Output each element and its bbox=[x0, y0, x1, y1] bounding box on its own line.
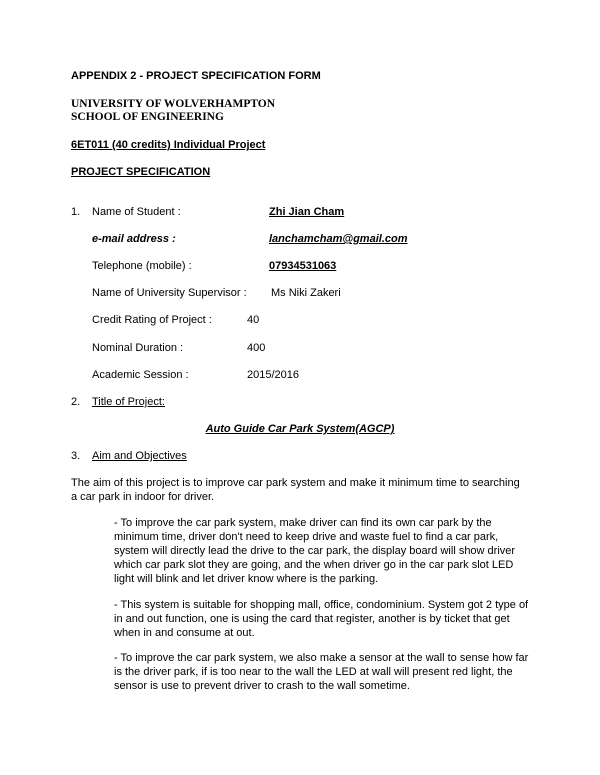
objective-2: - This system is suitable for shopping mall, office, condominium. System got 2 type of in and out function, one is using the card that register, another is by ticket that get when in and consume at out. bbox=[114, 599, 529, 639]
module-title: 6ET011 (40 credits) Individual Project bbox=[71, 139, 266, 151]
academic-session-value: 2015/2016 bbox=[247, 369, 299, 381]
aim-intro: The aim of this project is to improve car park system and make it minimum time to searching a car park in indoor for driver. bbox=[71, 477, 520, 503]
objective-1: - To improve the car park system, make driver can find its own car park by the minimum time, driver don't need to keep drive and waste fuel to find a car park, system will directly lead the drive to the car park, the display board will show driver which car park slot they are going, and the when driver go in the car park slot LED light will blink and let driver know where is the parking. bbox=[114, 517, 516, 585]
email-label: e-mail address : bbox=[92, 233, 176, 245]
nominal-duration-label: Nominal Duration : bbox=[92, 342, 184, 354]
school-name: SCHOOL OF ENGINEERING bbox=[71, 111, 224, 123]
item1-number: 1. bbox=[71, 206, 81, 218]
academic-session-label: Academic Session : bbox=[92, 369, 189, 381]
appendix-title: APPENDIX 2 - PROJECT SPECIFICATION FORM bbox=[71, 70, 321, 82]
credit-rating-label: Credit Rating of Project : bbox=[92, 314, 212, 326]
section-title: PROJECT SPECIFICATION bbox=[71, 166, 211, 178]
supervisor-label: Name of University Supervisor : bbox=[92, 287, 247, 299]
university-name: UNIVERSITY OF WOLVERHAMPTON bbox=[71, 98, 276, 110]
item2-number: 2. bbox=[71, 396, 81, 408]
student-name-label: Name of Student : bbox=[92, 206, 181, 218]
project-title-label: Title of Project: bbox=[92, 396, 165, 408]
aims-label: Aim and Objectives bbox=[92, 450, 187, 462]
student-name-value: Zhi Jian Cham bbox=[269, 206, 345, 218]
project-title: Auto Guide Car Park System(AGCP) bbox=[205, 423, 395, 435]
email-value: lanchamcham@gmail.com bbox=[269, 233, 408, 245]
telephone-value: 07934531063 bbox=[269, 260, 337, 272]
supervisor-value: Ms Niki Zakeri bbox=[271, 287, 341, 299]
nominal-duration-value: 400 bbox=[247, 342, 266, 354]
credit-rating-value: 40 bbox=[247, 314, 260, 326]
objective-3: - To improve the car park system, we also make a sensor at the wall to sense how far is the driver park, if is too near to the wall the LED at wall will present red light, the sensor is use to prevent driver to crash to the wall sometime. bbox=[114, 652, 529, 692]
telephone-label: Telephone (mobile) : bbox=[92, 260, 192, 272]
item3-number: 3. bbox=[71, 450, 81, 462]
